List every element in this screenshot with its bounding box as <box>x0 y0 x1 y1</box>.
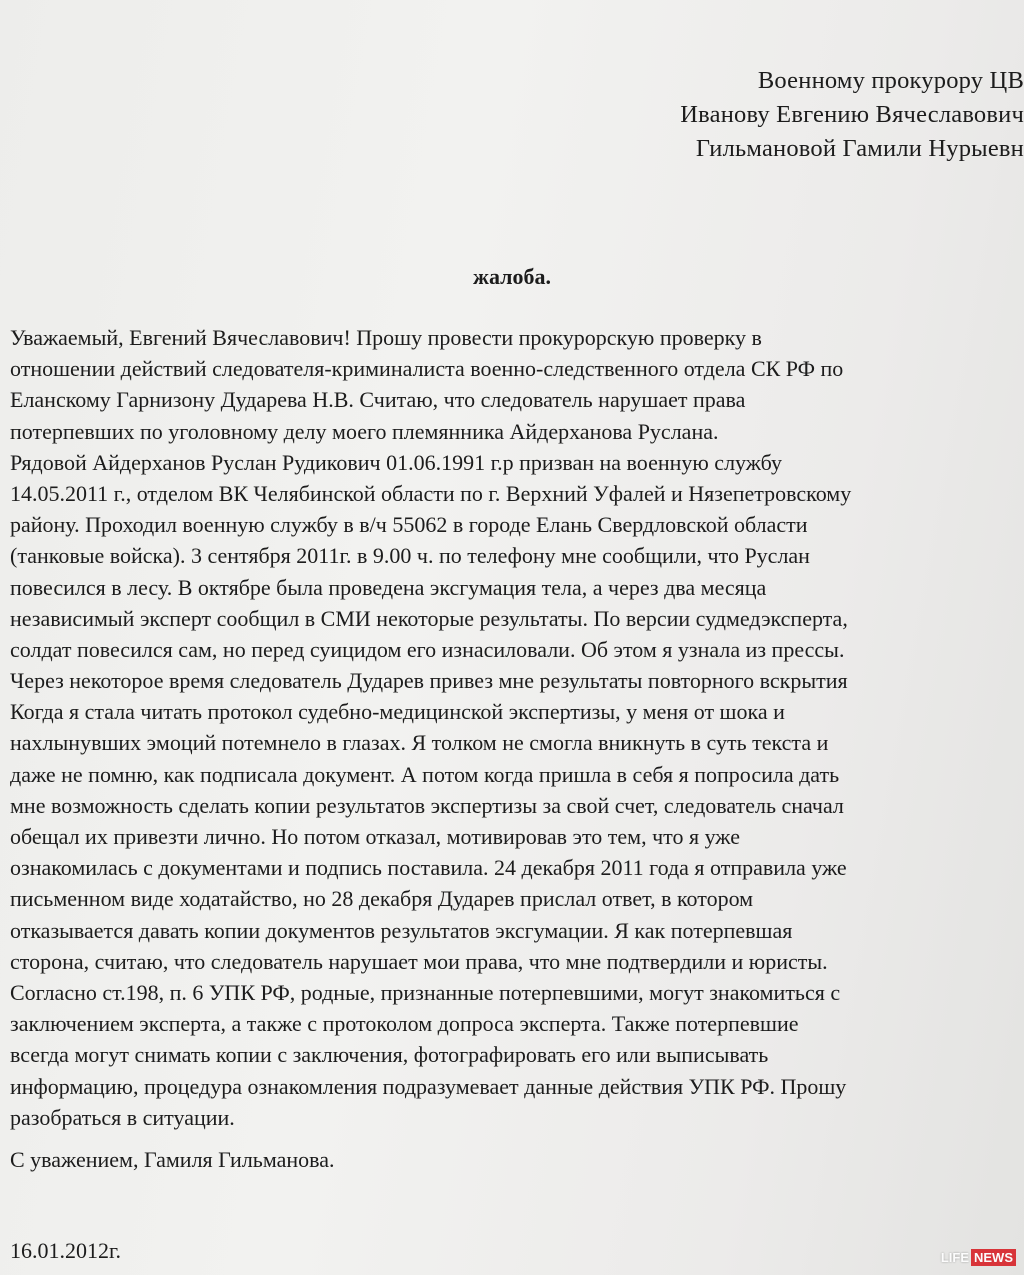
complaint-body <box>10 322 1024 1133</box>
body-line: всегда могут снимать копии с заключения, фотографировать его или выписывать <box>10 1042 769 1068</box>
body-line: ознакомилась с документами и подпись поставила. 24 декабря 2011 года я отправила уже <box>10 855 847 881</box>
body-line: Через некоторое время следователь Дударев привез мне результаты повторного вскрытия <box>10 668 848 694</box>
watermark-life-text: LIFE <box>940 1250 969 1265</box>
addressee-line: Иванову Евгению Вячеславович <box>680 101 1024 128</box>
body-line: информацию, процедура ознакомления подразумевает данные действия УПК РФ. Прошу <box>10 1073 847 1099</box>
body-line: повесился в лесу. В октябре была проведена эксгумация тела, а через два месяца <box>10 574 767 600</box>
body-line: отношении действий следователя-криминалиста военно-следственного отдела СК РФ по <box>10 356 844 382</box>
body-line: Когда я стала читать протокол судебно-медицинской экспертизы, у меня от шока и <box>10 699 785 725</box>
body-line: потерпевших по уголовному делу моего племянника Айдерханова Руслана. <box>10 418 719 444</box>
body-line: даже не помню, как подписала документ. А потом когда пришла в себя я попросила дать <box>10 761 840 787</box>
body-line: сторона, считаю, что следователь нарушает мои права, что мне подтвердили и юристы. <box>10 948 828 974</box>
body-line: обещал их привезти лично. Но потом отказал, мотивировав это тем, что я уже <box>10 824 740 849</box>
body-line: району. Проходил военную службу в в/ч 55062 в городе Елань Свердловской области <box>10 512 808 538</box>
body-line: разобраться в ситуации. <box>10 1104 235 1130</box>
document-title: жалоба. <box>473 264 551 289</box>
addressee-block <box>604 64 1024 166</box>
body-line: Рядовой Айдерханов Руслан Рудикович 01.06.1991 г.р призван на военную службу <box>10 449 783 475</box>
body-line: Еланскому Гарнизону Дударева Н.В. Считаю, что следователь нарушает права <box>10 387 746 413</box>
body-line: мне возможность сделать копии результатов экспертизы за свой счет, следователь сначал <box>10 792 844 818</box>
addressee-line: Гильмановой Гамили Нурыевн <box>695 135 1024 162</box>
lifenews-watermark <box>941 1249 1016 1266</box>
body-line: Уважаемый, Евгений Вячеславович! Прошу провести прокурорскую проверку в <box>10 325 762 350</box>
body-line: независимый эксперт сообщил в СМИ некоторые результаты. По версии судмедэксперта, <box>10 605 848 631</box>
body-line: письменном виде ходатайство, но 28 декабря Дударев прислал ответ, в котором <box>10 886 754 912</box>
watermark-news-text: NEWS <box>971 1249 1016 1266</box>
body-line: заключением эксперта, а также с протоколом допроса эксперта. Также потерпевшие <box>10 1011 799 1037</box>
document-date: 16.01.2012г. <box>10 1238 122 1263</box>
body-line: отказывается давать копии документов результатов эксгумации. Я как потерпевшая <box>10 917 793 943</box>
addressee-line: Военному прокурору ЦВ <box>757 67 1024 94</box>
body-line: Согласно ст.198, п. 6 УПК РФ, родные, признанные потерпевшими, могут знакомиться с <box>10 979 841 1005</box>
closing-signature: С уважением, Гамиля Гильманова. <box>10 1147 335 1172</box>
body-line: (танковые войска). 3 сентября 2011г. в 9.00 ч. по телефону мне сообщили, что Руслан <box>10 543 810 569</box>
body-line: солдат повесился сам, но перед суицидом его изнасиловали. Об этом я узнала из прессы. <box>10 636 845 662</box>
body-line: 14.05.2011 г., отделом ВК Челябинской области по г. Верхний Уфалей и Нязепетровскому <box>10 480 852 506</box>
body-line: нахлынувших эмоций потемнело в глазах. Я толком не смогла вникнуть в суть текста и <box>10 730 829 756</box>
